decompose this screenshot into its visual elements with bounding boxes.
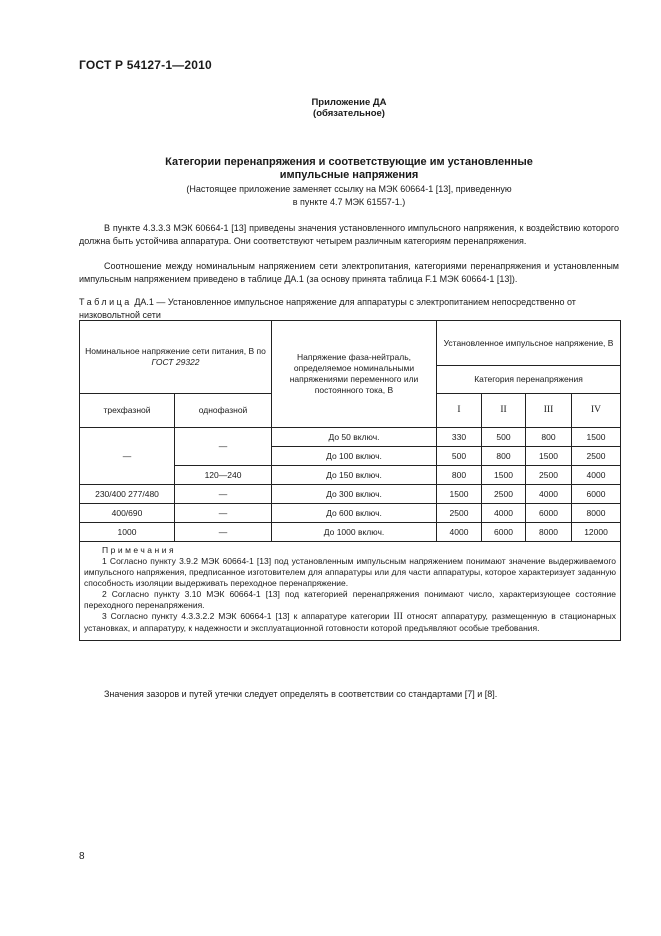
paragraph-1-text: В пункте 4.3.3.3 МЭК 60664-1 [13] приведены значения установленного импульсного напряжения, к воздействию которого должна быть устойчива аппаратура. Они соответствуют четырем различным категориям перенапряжения. bbox=[79, 223, 619, 246]
category-3: III bbox=[526, 394, 572, 428]
header-single-phase: однофазной bbox=[175, 394, 272, 428]
cell-phase: До 1000 включ. bbox=[272, 523, 437, 542]
paragraph-2 bbox=[79, 260, 619, 285]
cell-value: 2500 bbox=[482, 485, 526, 504]
table-caption-text: ДА.1 — Установленное импульсное напряжение для аппаратуры с электропитанием непосредственно от низковольтной сети bbox=[79, 297, 576, 320]
cell-phase: До 300 включ. bbox=[272, 485, 437, 504]
cell-value: 500 bbox=[437, 447, 482, 466]
cell-value: 1500 bbox=[482, 466, 526, 485]
table-row bbox=[80, 428, 621, 447]
cell-value: 12000 bbox=[572, 523, 621, 542]
cell-value: 8000 bbox=[572, 504, 621, 523]
page-number: 8 bbox=[79, 851, 85, 862]
cell-three-phase: — bbox=[80, 428, 175, 485]
note-1: 1 Согласно пункту 3.9.2 МЭК 60664-1 [13] под установленным импульсным напряжением понимают значение выдерживаемого импульсного напряжения, предписанное изготовителем для аппаратуры или для части аппаратуры, которое характеризует заданную способность изоляции выдерживать переходное перенапряжение. bbox=[84, 556, 617, 588]
category-2: II bbox=[482, 394, 526, 428]
cell-value: 500 bbox=[482, 428, 526, 447]
cell-value: 4000 bbox=[572, 466, 621, 485]
cell-value: 4000 bbox=[482, 504, 526, 523]
table-row bbox=[80, 523, 621, 542]
cell-value: 4000 bbox=[437, 523, 482, 542]
cell-value: 2500 bbox=[572, 447, 621, 466]
cell-phase: До 600 включ. bbox=[272, 504, 437, 523]
cell-value: 800 bbox=[526, 428, 572, 447]
cell-value: 4000 bbox=[526, 485, 572, 504]
category-1: I bbox=[437, 394, 482, 428]
cell-three-phase: 1000 bbox=[80, 523, 175, 542]
annex-title bbox=[79, 97, 619, 119]
header-nominal-voltage: Номинальное напряжение сети питания, В по ГОСТ 29322 bbox=[80, 321, 272, 394]
cell-value: 1500 bbox=[437, 485, 482, 504]
cell-value: 1500 bbox=[572, 428, 621, 447]
cell-value: 2500 bbox=[437, 504, 482, 523]
replacement-note-line-2: в пункте 4.7 МЭК 61557-1.) bbox=[292, 196, 406, 207]
cell-value: 6000 bbox=[526, 504, 572, 523]
heading-line-1: Категории перенапряжения и соответствующие им установленные bbox=[165, 156, 533, 168]
cell-value: 8000 bbox=[526, 523, 572, 542]
cell-single-phase: — bbox=[175, 485, 272, 504]
heading-line-2: импульсные напряжения bbox=[279, 169, 419, 181]
header-phase-neutral-voltage: Напряжение фаза-нейтраль, определяемое номинальными напряжениями переменного или постоянного тока, В bbox=[272, 321, 437, 428]
header-overvoltage-category: Категория перенапряжения bbox=[437, 366, 621, 394]
annex-heading bbox=[79, 156, 619, 182]
header-three-phase: трехфазной bbox=[80, 394, 175, 428]
note-3: 3 Согласно пункту 4.3.3.2.2 МЭК 60664-1 [13] к аппаратуре категории III относят аппаратуру, размещенную в стационарных установках, и аппаратуру, к надежности и эксплуатационной готовности которой предъявляют особые требования. bbox=[84, 611, 616, 633]
cell-single-phase: — bbox=[175, 428, 272, 466]
replacement-note-line-1: (Настоящее приложение заменяет ссылку на МЭК 60664-1 [13], приведенную bbox=[186, 184, 512, 194]
note-2: 2 Согласно пункту 3.10 МЭК 60664-1 [13] под категорией перенапряжения понимают число, характеризующее состояние переходного перенапряжения. bbox=[84, 589, 617, 610]
standard-designation: ГОСТ Р 54127-1—2010 bbox=[79, 58, 212, 72]
closing-paragraph bbox=[79, 688, 619, 700]
table-row bbox=[80, 504, 621, 523]
cell-phase: До 50 включ. bbox=[272, 428, 437, 447]
gost-29322-ref: ГОСТ 29322 bbox=[151, 357, 200, 367]
annex-label: Приложение ДА bbox=[311, 97, 387, 108]
cell-single-phase: — bbox=[175, 504, 272, 523]
cell-single-phase: — bbox=[175, 523, 272, 542]
cell-single-phase: 120—240 bbox=[175, 466, 272, 485]
cell-value: 330 bbox=[437, 428, 482, 447]
cell-phase: До 100 включ. bbox=[272, 447, 437, 466]
cell-three-phase: 230/400 277/480 bbox=[80, 485, 175, 504]
table-row bbox=[80, 485, 621, 504]
cell-three-phase: 400/690 bbox=[80, 504, 175, 523]
annex-status: (обязательное) bbox=[313, 108, 385, 119]
cell-value: 800 bbox=[482, 447, 526, 466]
header-impulse-voltage: Установленное импульсное напряжение, В bbox=[437, 321, 621, 366]
notes-heading: Примечания bbox=[102, 545, 177, 555]
paragraph-2-text: Соотношение между номинальным напряжением сети электропитания, категориями перенапряжения и установленным импульсным напряжением приведено в таблице ДА.1 (за основу принята таблица F.1 МЭК 60664-1 [13]). bbox=[79, 261, 619, 284]
impulse-voltage-table bbox=[79, 320, 621, 641]
category-4: IV bbox=[572, 394, 621, 428]
table-caption bbox=[79, 296, 619, 321]
cell-value: 6000 bbox=[482, 523, 526, 542]
paragraph-1 bbox=[79, 222, 619, 247]
cell-value: 800 bbox=[437, 466, 482, 485]
cell-value: 2500 bbox=[526, 466, 572, 485]
cell-phase: До 150 включ. bbox=[272, 466, 437, 485]
closing-paragraph-text: Значения зазоров и путей утечки следует определять в соответствии со стандартами [7] и [8]. bbox=[104, 689, 498, 699]
cell-value: 1500 bbox=[526, 447, 572, 466]
table-notes bbox=[80, 542, 621, 641]
replacement-note bbox=[79, 183, 619, 208]
table-caption-label: Таблица bbox=[79, 297, 132, 307]
cell-value: 6000 bbox=[572, 485, 621, 504]
